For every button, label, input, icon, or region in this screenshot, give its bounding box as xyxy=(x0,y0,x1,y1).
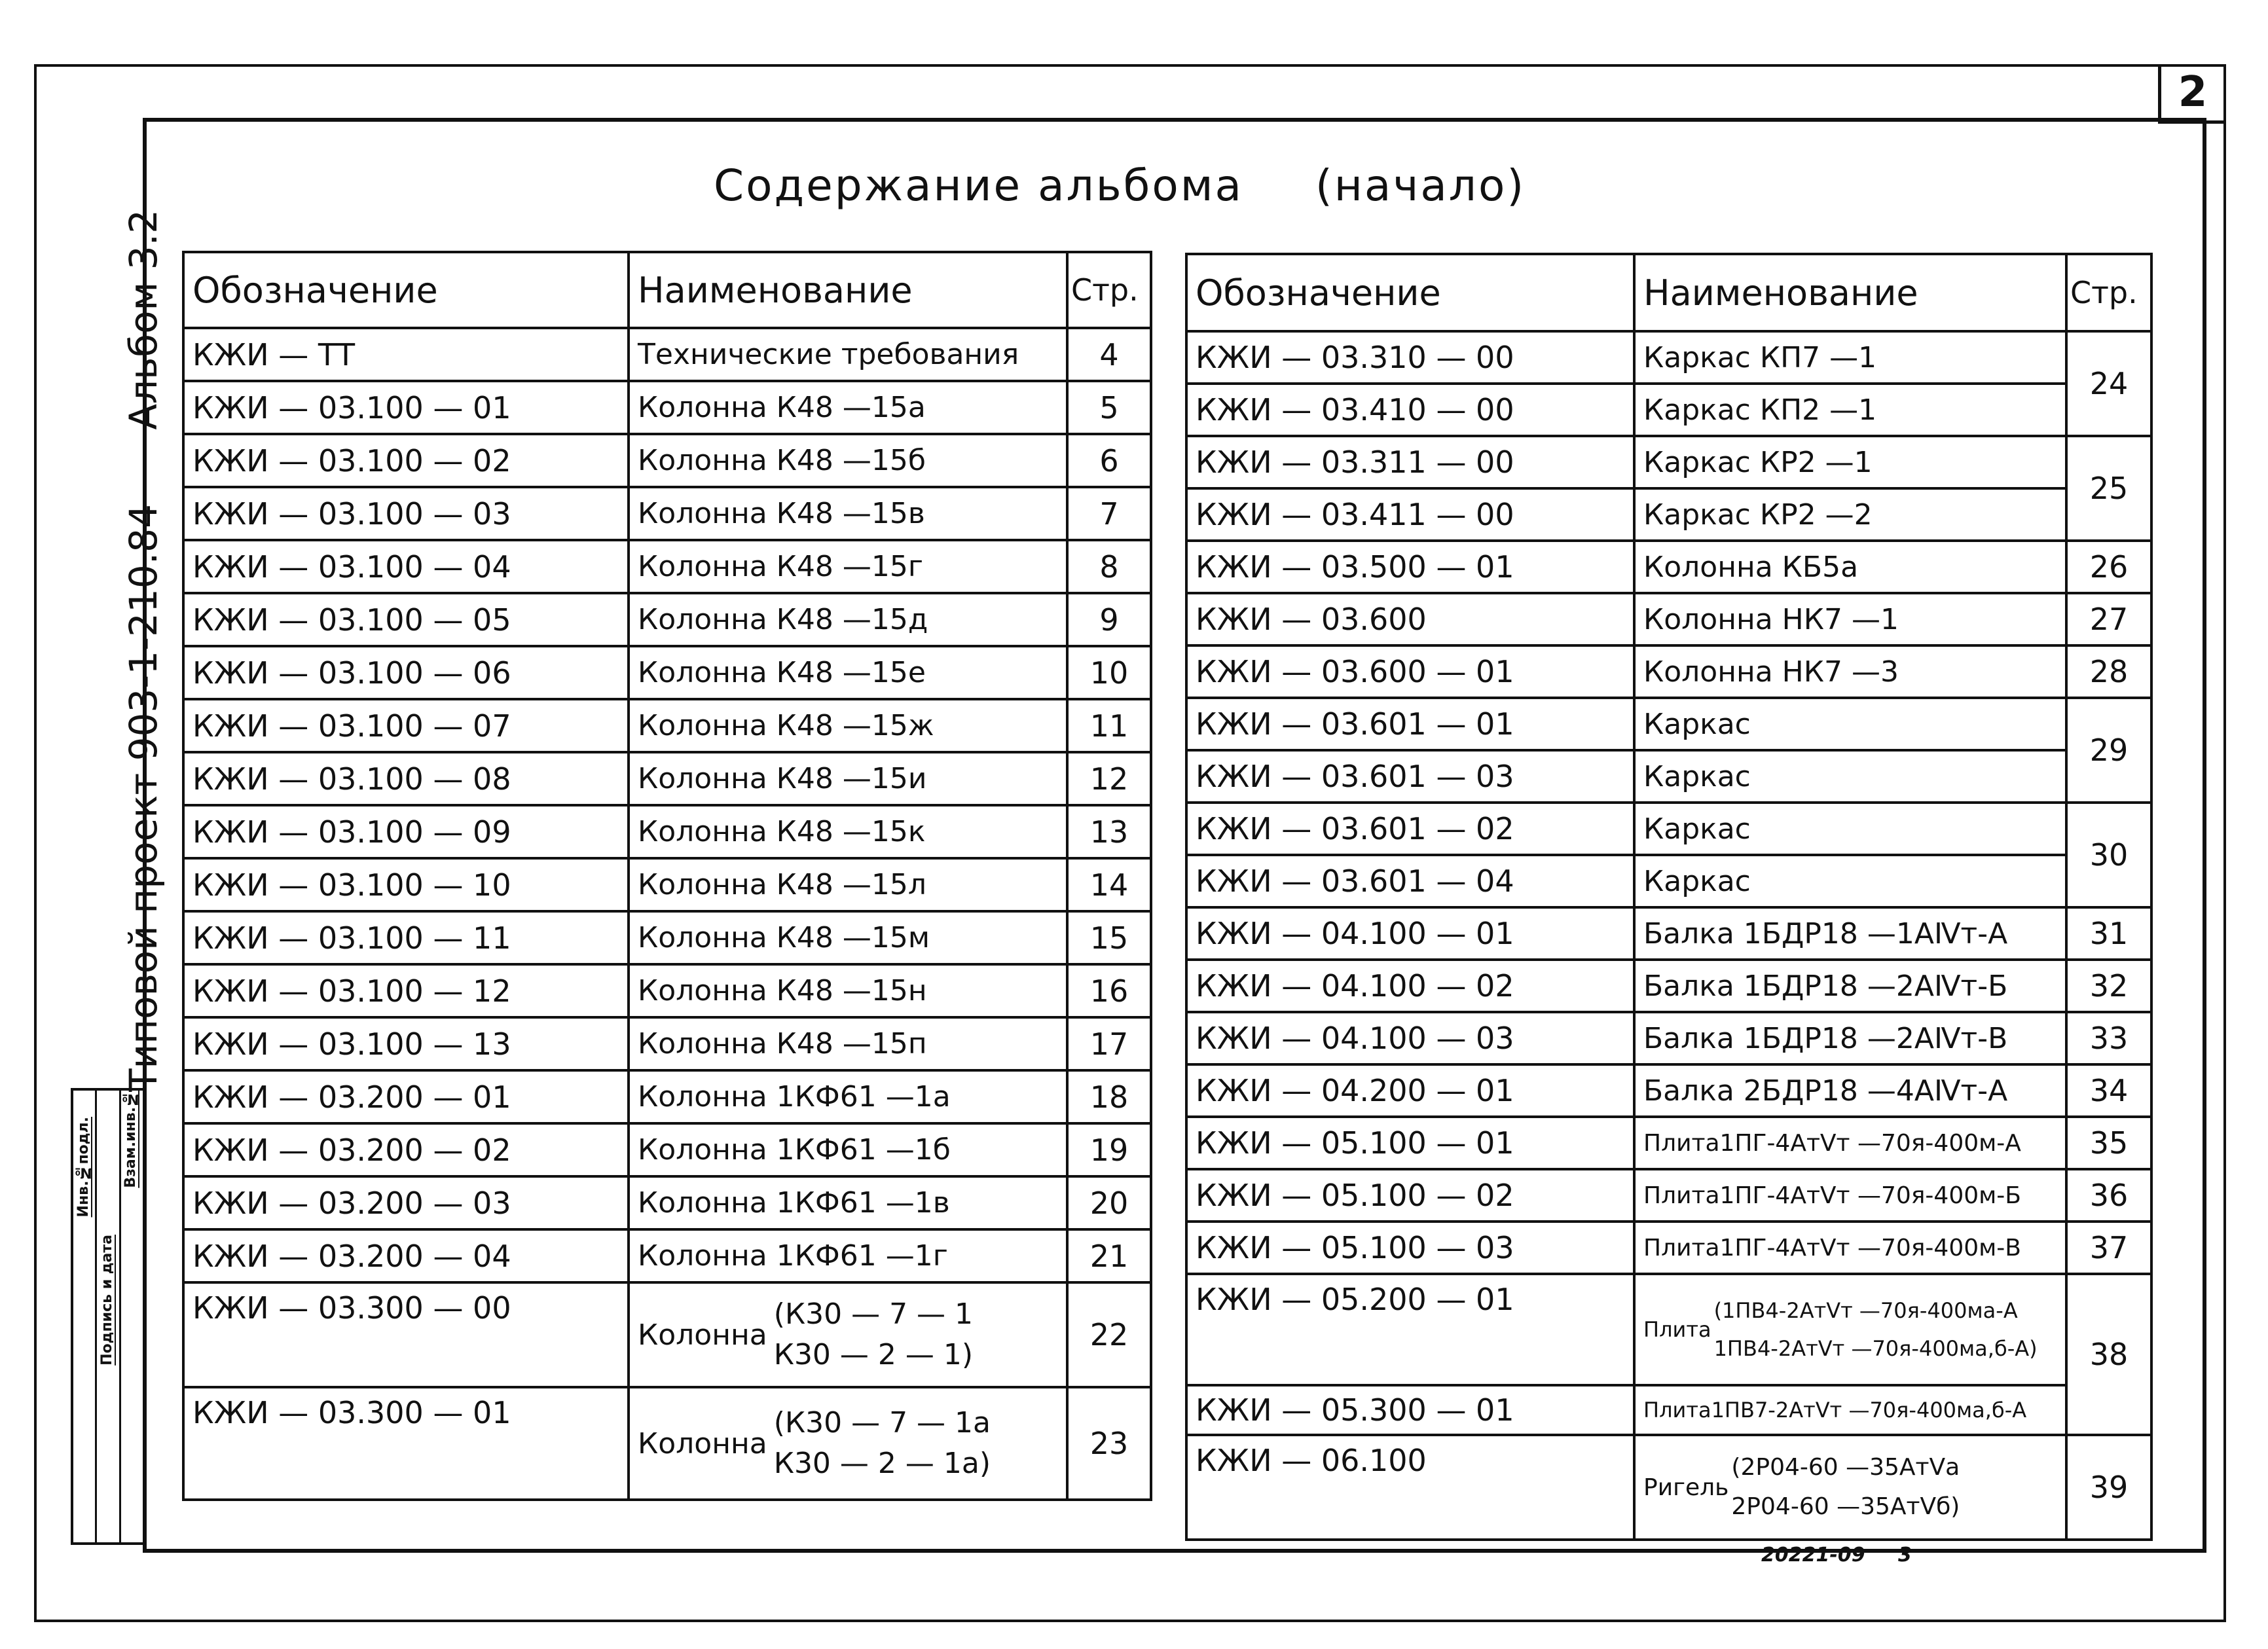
table-row xyxy=(183,1017,1151,1070)
page-cell: 14 xyxy=(1067,858,1151,911)
table-row xyxy=(1186,803,2151,855)
page-cell: 17 xyxy=(1067,1017,1151,1070)
page-cell: 29 xyxy=(2066,698,2151,803)
table-row xyxy=(1186,436,2151,488)
title-text: Содержание альбома xyxy=(714,160,1243,211)
header-name: Наименование xyxy=(1634,254,2066,331)
designation-cell: КЖИ — 03.100 — 01 xyxy=(183,381,629,434)
name-cell: Колонна К48 —15п xyxy=(629,1017,1067,1070)
name-line: (2Р04-60 —35АтⅤа xyxy=(1731,1454,1960,1481)
table-row xyxy=(183,805,1151,858)
designation-cell: КЖИ — 05.100 — 01 xyxy=(1186,1117,1634,1169)
table-row xyxy=(1186,1222,2151,1274)
name-cell xyxy=(629,1387,1067,1500)
name-cell: Колонна К48 —15м xyxy=(629,911,1067,964)
name-cell: Каркас КП7 —1 xyxy=(1634,331,2066,384)
name-group xyxy=(1731,1448,1960,1527)
page-cell: 36 xyxy=(2066,1169,2151,1222)
designation-cell: КЖИ — 03.410 — 00 xyxy=(1186,384,1634,436)
name-cell xyxy=(1634,1435,2066,1540)
name-cell: Колонна К48 —15б xyxy=(629,434,1067,487)
sheet-number: 2 xyxy=(2158,64,2224,124)
page-cell: 35 xyxy=(2066,1117,2151,1169)
table-row xyxy=(1186,541,2151,593)
designation-cell: КЖИ — 03.200 — 02 xyxy=(183,1123,629,1176)
designation-cell: КЖИ — 04.100 — 02 xyxy=(1186,960,1634,1012)
table-row xyxy=(1186,1169,2151,1222)
name-prefix: Плита xyxy=(1643,1317,1711,1342)
name-line: (1ПВ4-2АтⅤт —70я-400ма-А xyxy=(1713,1298,2018,1323)
table-row xyxy=(183,328,1151,381)
name-cell: Колонна К48 —15л xyxy=(629,858,1067,911)
page-cell: 24 xyxy=(2066,331,2151,436)
designation-cell: КЖИ — 03.100 — 13 xyxy=(183,1017,629,1070)
table-row xyxy=(183,487,1151,540)
name-line: 2Р04-60 —35АтⅤб) xyxy=(1731,1493,1960,1520)
name-cell: Каркас КР2 —2 xyxy=(1634,488,2066,541)
page-cell: 25 xyxy=(2066,436,2151,541)
designation-cell: КЖИ — 05.100 — 03 xyxy=(1186,1222,1634,1274)
table-row xyxy=(1186,1385,2151,1435)
page-cell: 19 xyxy=(1067,1123,1151,1176)
page-cell: 26 xyxy=(2066,541,2151,593)
name-cell: Колонна К48 —15г xyxy=(629,540,1067,593)
name-cell: Колонна К48 —15к xyxy=(629,805,1067,858)
table-row xyxy=(183,1387,1151,1500)
name-prefix: Колонна xyxy=(638,1426,767,1460)
page-cell: 38 xyxy=(2066,1274,2151,1435)
page-cell: 32 xyxy=(2066,960,2151,1012)
table-row xyxy=(183,646,1151,699)
name-cell: Плита1ПГ-4АтⅤт —70я-400м-А xyxy=(1634,1117,2066,1169)
name-cell: Колонна 1КФ61 —1в xyxy=(629,1176,1067,1229)
page-cell: 8 xyxy=(1067,540,1151,593)
table-row xyxy=(1186,960,2151,1012)
name-cell: Каркас xyxy=(1634,855,2066,907)
table-row xyxy=(183,1229,1151,1282)
page-cell: 30 xyxy=(2066,803,2151,907)
page-cell: 34 xyxy=(2066,1064,2151,1117)
stamp-sign: Подпись и дата xyxy=(98,1235,115,1366)
name-cell: Плита1ПГ-4АтⅤт —70я-400м-Б xyxy=(1634,1169,2066,1222)
table-row xyxy=(1186,593,2151,645)
name-cell: Каркас xyxy=(1634,803,2066,855)
designation-cell: КЖИ — 03.300 — 01 xyxy=(183,1387,629,1500)
designation-cell: КЖИ — 03.100 — 06 xyxy=(183,646,629,699)
designation-cell: КЖИ — 03.100 — 02 xyxy=(183,434,629,487)
designation-cell: КЖИ — 04.100 — 01 xyxy=(1186,907,1634,960)
table-row xyxy=(1186,1435,2151,1540)
page-cell: 6 xyxy=(1067,434,1151,487)
page-cell: 10 xyxy=(1067,646,1151,699)
designation-cell: КЖИ — 03.411 — 00 xyxy=(1186,488,1634,541)
designation-cell: КЖИ — 03.300 — 00 xyxy=(183,1282,629,1387)
page-cell: 39 xyxy=(2066,1435,2151,1540)
designation-cell: КЖИ — 03.200 — 01 xyxy=(183,1070,629,1123)
page-cell: 12 xyxy=(1067,752,1151,805)
name-cell: Колонна КБ5а xyxy=(1634,541,2066,593)
table-row xyxy=(183,1282,1151,1387)
designation-cell: КЖИ — 03.100 — 12 xyxy=(183,964,629,1017)
designation-cell: КЖИ — 04.100 — 03 xyxy=(1186,1012,1634,1064)
page-cell: 20 xyxy=(1067,1176,1151,1229)
table-row xyxy=(183,540,1151,593)
name-group xyxy=(774,1403,991,1484)
table-row xyxy=(183,1123,1151,1176)
page-cell: 9 xyxy=(1067,593,1151,646)
name-cell: Технические требования xyxy=(629,328,1067,381)
page-cell: 37 xyxy=(2066,1222,2151,1274)
stamp-inv: Инв.№подл. xyxy=(75,1117,92,1218)
designation-cell: КЖИ — 03.100 — 08 xyxy=(183,752,629,805)
name-line: К30 — 2 — 1а) xyxy=(773,1447,991,1480)
table-row xyxy=(183,858,1151,911)
designation-cell: КЖИ — 05.100 — 02 xyxy=(1186,1169,1634,1222)
designation-cell: КЖИ — 03.601 — 03 xyxy=(1186,750,1634,803)
table-row xyxy=(1186,907,2151,960)
header-page: Стр. xyxy=(2066,254,2151,331)
table-row xyxy=(1186,331,2151,384)
name-cell: Колонна НК7 —3 xyxy=(1634,645,2066,698)
header-name: Наименование xyxy=(629,252,1067,328)
name-line: К30 — 2 — 1) xyxy=(773,1338,974,1371)
designation-cell: КЖИ — 03.311 — 00 xyxy=(1186,436,1634,488)
name-cell: Колонна К48 —15и xyxy=(629,752,1067,805)
name-cell: Колонна К48 —15а xyxy=(629,381,1067,434)
name-group xyxy=(774,1294,973,1375)
page-cell: 16 xyxy=(1067,964,1151,1017)
title-paren: (начало) xyxy=(1315,160,1526,211)
contents-table-right xyxy=(1185,253,2153,1541)
page-cell: 13 xyxy=(1067,805,1151,858)
table-row xyxy=(1186,750,2151,803)
name-cell: Балка 2БДР18 —4АⅣт-А xyxy=(1634,1064,2066,1117)
side-album-label: Альбом 3.2 xyxy=(121,209,166,430)
page-cell: 27 xyxy=(2066,593,2151,645)
designation-cell: КЖИ — 06.100 xyxy=(1186,1435,1634,1540)
name-cell: Каркас КП2 —1 xyxy=(1634,384,2066,436)
page-cell: 5 xyxy=(1067,381,1151,434)
name-line: 1ПВ4-2АтⅤт —70я-400ма,б-А) xyxy=(1713,1336,2038,1361)
stamp-col-inv xyxy=(73,1091,97,1542)
page-cell: 28 xyxy=(2066,645,2151,698)
name-cell: Колонна К48 —15н xyxy=(629,964,1067,1017)
designation-cell: КЖИ — 03.600 xyxy=(1186,593,1634,645)
contents-table-left xyxy=(182,251,1152,1501)
table-row xyxy=(1186,384,2151,436)
name-line: (К30 — 7 — 1 xyxy=(773,1297,974,1331)
page-cell: 33 xyxy=(2066,1012,2151,1064)
table-row xyxy=(183,1070,1151,1123)
designation-cell: КЖИ — 03.601 — 02 xyxy=(1186,803,1634,855)
table-row xyxy=(1186,1274,2151,1385)
name-group xyxy=(1714,1292,2038,1368)
table-row xyxy=(183,593,1151,646)
designation-cell: КЖИ — 03.100 — 11 xyxy=(183,911,629,964)
footer-code: 20221-09 3 xyxy=(1761,1544,1912,1567)
designation-cell: КЖИ — 03.310 — 00 xyxy=(1186,331,1634,384)
designation-cell: КЖИ — 03.100 — 10 xyxy=(183,858,629,911)
name-cell: Колонна 1КФ61 —1а xyxy=(629,1070,1067,1123)
name-cell: Колонна К48 —15е xyxy=(629,646,1067,699)
name-cell: Колонна К48 —15ж xyxy=(629,699,1067,752)
name-cell: Колонна К48 —15в xyxy=(629,487,1067,540)
name-prefix: Колонна xyxy=(638,1318,767,1352)
table-row xyxy=(183,699,1151,752)
name-cell: Балка 1БДР18 —2АⅣт-В xyxy=(1634,1012,2066,1064)
page-cell: 7 xyxy=(1067,487,1151,540)
page-cell: 31 xyxy=(2066,907,2151,960)
page-cell: 23 xyxy=(1067,1387,1151,1500)
approval-stamp xyxy=(71,1088,145,1545)
table-row xyxy=(183,752,1151,805)
designation-cell: КЖИ — 03.100 — 05 xyxy=(183,593,629,646)
name-cell: Балка 1БДР18 —1АⅣт-А xyxy=(1634,907,2066,960)
table-row xyxy=(1186,488,2151,541)
name-cell: Колонна НК7 —1 xyxy=(1634,593,2066,645)
table-row xyxy=(1186,855,2151,907)
designation-cell: КЖИ — 04.200 — 01 xyxy=(1186,1064,1634,1117)
page-cell: 22 xyxy=(1067,1282,1151,1387)
name-prefix: Ригель xyxy=(1643,1474,1729,1501)
page-cell: 15 xyxy=(1067,911,1151,964)
table-row xyxy=(1186,645,2151,698)
name-cell: Колонна К48 —15д xyxy=(629,593,1067,646)
name-cell: Балка 1БДР18 —2АⅣт-Б xyxy=(1634,960,2066,1012)
name-line: (К30 — 7 — 1а xyxy=(773,1406,991,1440)
side-project-label: Типовой проект 903-1-210.84 xyxy=(121,504,166,1092)
page-cell: 18 xyxy=(1067,1070,1151,1123)
name-cell xyxy=(629,1282,1067,1387)
table-row xyxy=(1186,698,2151,750)
header-page: Стр. xyxy=(1067,252,1151,328)
header-designation: Обозначение xyxy=(183,252,629,328)
stamp-col-sign xyxy=(97,1091,120,1542)
designation-cell: КЖИ — 03.100 — 04 xyxy=(183,540,629,593)
designation-cell: КЖИ — 03.601 — 04 xyxy=(1186,855,1634,907)
name-cell: Каркас xyxy=(1634,750,2066,803)
table-row xyxy=(183,434,1151,487)
table-row xyxy=(183,911,1151,964)
designation-cell: КЖИ — 05.200 — 01 xyxy=(1186,1274,1634,1385)
table-row xyxy=(1186,1064,2151,1117)
stamp-col-replace xyxy=(121,1091,143,1542)
name-cell: Плита1ПВ7-2АтⅤт —70я-400ма,б-А xyxy=(1634,1385,2066,1435)
designation-cell: КЖИ — 03.200 — 03 xyxy=(183,1176,629,1229)
name-cell: Колонна 1КФ61 —1г xyxy=(629,1229,1067,1282)
designation-cell: КЖИ — 03.100 — 03 xyxy=(183,487,629,540)
name-cell: Каркас xyxy=(1634,698,2066,750)
designation-cell: КЖИ — 03.600 — 01 xyxy=(1186,645,1634,698)
table-row xyxy=(1186,1012,2151,1064)
name-cell: Каркас КР2 —1 xyxy=(1634,436,2066,488)
designation-cell: КЖИ — 03.200 — 04 xyxy=(183,1229,629,1282)
page-cell: 11 xyxy=(1067,699,1151,752)
designation-cell: КЖИ — 03.100 — 07 xyxy=(183,699,629,752)
page-cell: 21 xyxy=(1067,1229,1151,1282)
stamp-replace: Взам.инв.№ xyxy=(122,1091,139,1188)
designation-cell: КЖИ — 05.300 — 01 xyxy=(1186,1385,1634,1435)
table-row xyxy=(1186,1117,2151,1169)
designation-cell: КЖИ — ТТ xyxy=(183,328,629,381)
designation-cell: КЖИ — 03.601 — 01 xyxy=(1186,698,1634,750)
page-title xyxy=(714,160,1526,211)
table-row xyxy=(183,964,1151,1017)
name-cell: Плита1ПГ-4АтⅤт —70я-400м-В xyxy=(1634,1222,2066,1274)
designation-cell: КЖИ — 03.100 — 09 xyxy=(183,805,629,858)
designation-cell: КЖИ — 03.500 — 01 xyxy=(1186,541,1634,593)
name-cell xyxy=(1634,1274,2066,1385)
name-cell: Колонна 1КФ61 —1б xyxy=(629,1123,1067,1176)
header-designation: Обозначение xyxy=(1186,254,1634,331)
table-row xyxy=(183,1176,1151,1229)
table-row xyxy=(183,381,1151,434)
page-cell: 4 xyxy=(1067,328,1151,381)
